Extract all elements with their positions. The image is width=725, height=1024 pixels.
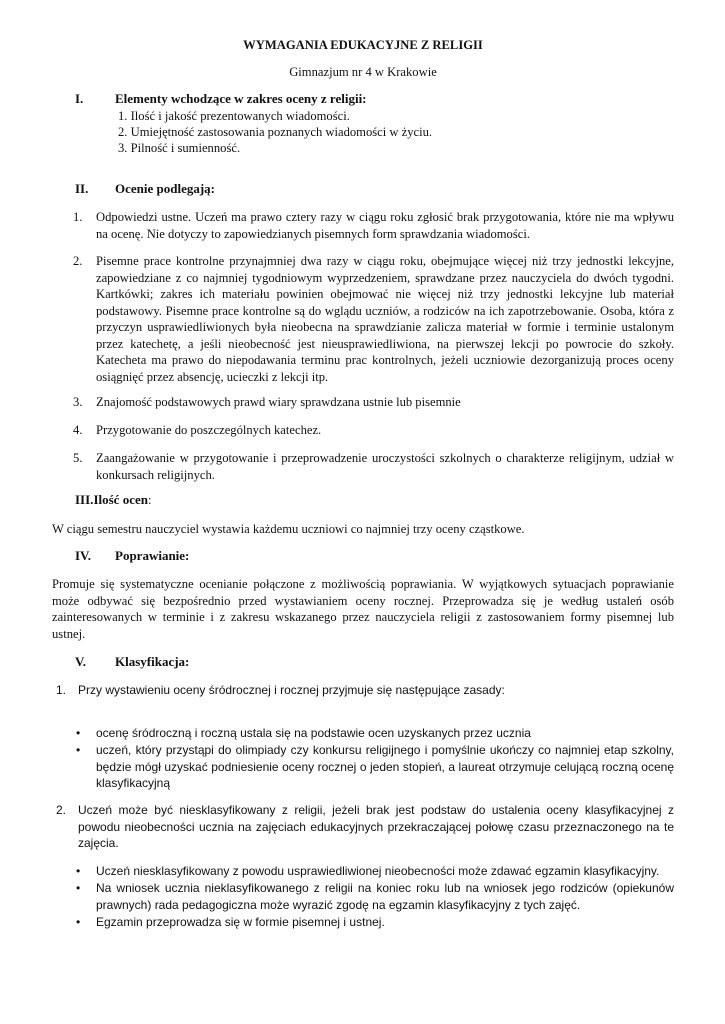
document-title: WYMAGANIA EDUKACYJNE Z RELIGII xyxy=(243,38,483,52)
list-text: Zaangażowanie w przygotowanie i przeprowadzenie uroczystości szkolnych o charakterze religijnym, udział w konkursach religijnych. xyxy=(96,451,674,482)
bullet-item xyxy=(76,914,674,931)
section-1-heading xyxy=(75,91,367,108)
section-2-item xyxy=(73,209,674,242)
section-4-number: IV. xyxy=(75,548,92,563)
section-3-text: W ciągu semestru nauczyciel wystawia każdemu uczniowi co najmniej trzy oceny cząstkowe. xyxy=(52,522,525,536)
bullet-item xyxy=(76,863,674,880)
section-2-item xyxy=(73,394,674,411)
section-5-title: Klasyfikacja: xyxy=(115,654,190,669)
section-1-title: Elementy wchodzące w zakres oceny z religii: xyxy=(115,91,367,106)
section-3-number: III. xyxy=(75,492,94,507)
list-text: Uczeń może być niesklasyfikowany z religii, jeżeli brak jest podstaw do ustalenia oceny klasyfikacyjnej z powodu nieobecności ucznia na zajęciach edukacyjnych przekraczającej połowę czasu przeznaczonego na te zajęcia. xyxy=(78,803,674,850)
bullet-item xyxy=(76,742,674,792)
document-subtitle: Gimnazjum nr 4 w Krakowie xyxy=(289,65,437,79)
bullet-text: ocenę śródroczną i roczną ustala się na podstawie ocen uzyskanych przez ucznia xyxy=(96,726,531,740)
list-text: Odpowiedzi ustne. Uczeń ma prawo cztery razy w ciągu roku zgłosić brak przygotowania, które nie ma wpływu na ocenę. Nie dotyczy to zapowiedzianych pisemnych form sprawdzania wiadomości. xyxy=(96,210,674,241)
section-5-heading xyxy=(75,654,189,671)
bullet-item xyxy=(76,880,674,913)
list-number: 1. xyxy=(73,210,83,224)
bullet-item xyxy=(76,725,674,742)
section-2-item xyxy=(73,450,674,483)
section-1-item: 1. Ilość i jakość prezentowanych wiadomości. xyxy=(118,109,350,123)
list-number: 2. xyxy=(73,254,83,268)
section-1-item: 3. Pilność i sumienność. xyxy=(118,141,241,155)
list-text: Pisemne prace kontrolne przynajmniej dwa razy w ciągu roku, obejmujące więcej niż trzy jednostki lekcyjne, zapowiedziane z co najmniej tygodniowym wyprzedzeniem, sprawdzane przez nauczyciela do dwóch tygodni. Kartkówki; zakres ich materiału powinien obejmować nie więcej niż trzy jednostki lekcyjne lub materiał podstawowy. Pisemne prace kontrolne są do wglądu uczniów, a rodziców na ich zapotrzebowanie. Osoba, która z przyczyn usprawiedliwionych była nieobecna na sprawdzianie zalicza materiał w formie i terminie ustalonym przez katechetę, a jeśli nieobecność jest nieusprawiedliwiona, na pierwszej lekcji po powrocie do szkoły. Katecheta ma prawo do niepodawania terminu prac kontrolnych, jeżeli uczniowie dezorganizują proces oceny osiągnięć przez absencję, ucieczki z lekcji itp. xyxy=(96,254,674,384)
section-2-heading xyxy=(75,181,215,198)
section-5-number: V. xyxy=(75,654,86,669)
bullet-text: Egzamin przeprowadza się w formie pisemnej i ustnej. xyxy=(96,915,385,929)
list-number: 4. xyxy=(73,423,83,437)
section-3-title: Ilość ocen xyxy=(93,492,148,507)
section-3-heading xyxy=(75,492,151,509)
section-2-item xyxy=(73,422,674,439)
section-1-number: I. xyxy=(75,91,84,106)
section-2-title: Ocenie podlegają: xyxy=(115,181,216,196)
bullet-icon: • xyxy=(76,915,81,929)
bullet-text: uczeń, który przystąpi do olimpiady czy konkursu religijnego i pomyślnie ukończy co najmniej etap szkolny, będzie mógł uzyskać podniesienie oceny rocznej o jeden stopień, a laureat otrzymuje celującą roczną ocenę klasyfikacyjną xyxy=(96,743,674,790)
list-number: 5. xyxy=(73,451,83,465)
list-number: 1. xyxy=(56,683,67,697)
section-2-number: II. xyxy=(75,181,89,196)
bullet-text: Na wniosek ucznia nieklasyfikowanego z religii na koniec roku lub na wniosek jego rodziców (opiekunów prawnych) rada pedagogiczna może wyrazić zgodę na egzamin klasyfikacyjny z tych zajęć. xyxy=(96,881,674,912)
section-4-text: Promuje się systematyczne ocenianie połączone z możliwością poprawiania. W wyjątkowych sytuacjach poprawianie może odbywać się bezpośrednio przed wystawianiem oceny rocznej. Przeprowadza się je według ustaleń osób zainteresowanych w terminie i z zakresu wskazanego przez nauczyciela religii z zastosowaniem formy pisemnej lub ustnej. xyxy=(52,577,674,641)
section-4-title: Poprawianie: xyxy=(115,548,190,563)
classification-point-1 xyxy=(56,682,674,699)
list-number: 2. xyxy=(56,803,67,817)
list-number: 3. xyxy=(73,395,83,409)
list-text: Znajomość podstawowych prawd wiary sprawdzana ustnie lub pisemnie xyxy=(96,395,461,409)
section-4-heading xyxy=(75,548,189,565)
bullet-icon: • xyxy=(76,743,81,757)
classification-point-2 xyxy=(56,802,674,852)
bullet-text: Uczeń niesklasyfikowany z powodu usprawiedliwionej nieobecności może zdawać egzamin klasyfikacyjny. xyxy=(96,864,660,878)
bullet-icon: • xyxy=(76,881,81,895)
bullet-icon: • xyxy=(76,864,81,878)
list-text: Przygotowanie do poszczególnych katechez. xyxy=(96,423,322,437)
section-2-item xyxy=(73,253,674,385)
list-text: Przy wystawieniu oceny śródrocznej i rocznej przyjmuje się następujące zasady: xyxy=(78,683,505,697)
document-page xyxy=(52,0,674,1024)
bullet-icon: • xyxy=(76,726,81,740)
section-3-colon: : xyxy=(147,493,152,507)
section-1-item: 2. Umiejętność zastosowania poznanych wiadomości w życiu. xyxy=(118,125,433,139)
